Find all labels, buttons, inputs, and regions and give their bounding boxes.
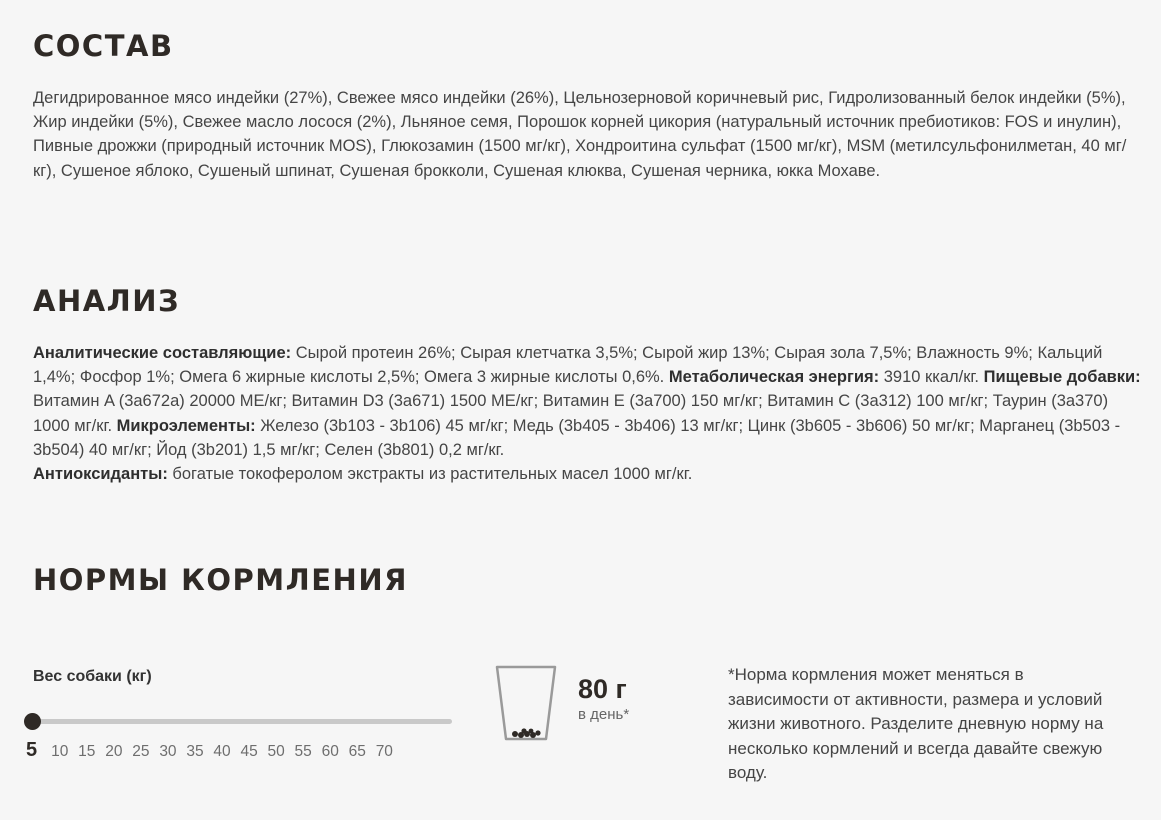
weight-option[interactable]: 40 bbox=[213, 743, 231, 760]
analysis-title: АНАЛИЗ bbox=[33, 284, 181, 318]
weight-option[interactable]: 55 bbox=[294, 743, 312, 760]
micro-text: Железо (3b103 - 3b106) 45 мг/кг; Медь (3b405 - 3b406) 13 мг/кг; Цинк (3b605 - 3b606) 50 мг/кг; Марганец (3b503 - 3b504) 40 мг/кг; Йод (3b201) 1,5 мг/кг; Селен (3b801) 0,2 мг/кг. bbox=[33, 416, 1121, 459]
weight-option[interactable]: 30 bbox=[159, 743, 177, 760]
weight-option[interactable]: 60 bbox=[321, 743, 339, 760]
analysis-text bbox=[33, 341, 1143, 486]
feeding-amount-unit: в день* bbox=[578, 706, 630, 723]
bowl-icon bbox=[493, 662, 559, 744]
weight-option[interactable]: 65 bbox=[348, 743, 366, 760]
slider-thumb[interactable] bbox=[24, 713, 41, 730]
additives-text: Витамин A (3a672a) 20000 МЕ/кг; Витамин D3 (3a671) 1500 МЕ/кг; Витамин E (3a700) 150 мг/кг; Витамин C (3a312) 100 мг/кг; Таурин (3a370) 1000 мг/кг. bbox=[33, 392, 1109, 435]
weight-option[interactable]: 45 bbox=[240, 743, 258, 760]
composition-title: СОСТАВ bbox=[33, 29, 174, 63]
weight-label: Вес собаки (кг) bbox=[33, 668, 152, 685]
energy-text: 3910 ккал/кг. bbox=[879, 368, 984, 387]
weight-option[interactable]: 50 bbox=[267, 743, 285, 760]
antiox-text: богатые токоферолом экстракты из растительных масел 1000 мг/кг. bbox=[167, 465, 693, 484]
weight-slider[interactable] bbox=[24, 711, 452, 731]
feeding-title: НОРМЫ КОРМЛЕНИЯ bbox=[33, 563, 408, 597]
energy-label: Метаболическая энергия: bbox=[668, 368, 880, 387]
weight-option[interactable]: 5 bbox=[26, 739, 38, 761]
micro-label: Микроэлементы: bbox=[116, 416, 256, 435]
feeding-amount: 80 г bbox=[578, 674, 627, 704]
weight-option[interactable]: 15 bbox=[78, 743, 96, 760]
antiox-label: Антиоксиданты: bbox=[33, 465, 168, 484]
weight-options bbox=[26, 739, 403, 762]
weight-option[interactable]: 35 bbox=[186, 743, 204, 760]
slider-track[interactable] bbox=[32, 719, 452, 724]
additives-label: Пищевые добавки: bbox=[983, 368, 1141, 387]
analytical-label: Аналитические составляющие: bbox=[33, 344, 292, 362]
weight-option[interactable]: 20 bbox=[105, 743, 123, 760]
weight-option[interactable]: 70 bbox=[375, 743, 393, 760]
analytical-text: Сырой протеин 26%; Сырая клетчатка 3,5%; Сырой жир 13%; Сырая зола 7,5%; Влажность 9%; Кальций 1,4%; Фосфор 1%; Омега 6 жирные кислоты 2,5%; Омега 3 жирные кислоты 0,6%. bbox=[33, 344, 1103, 387]
feeding-note: *Норма кормления может меняться в зависимости от активности, размера и условий жизни животного. Разделите дневную норму на несколько кормлений и всегда давайте свежую воду. bbox=[728, 665, 1104, 783]
composition-text: Дегидрированное мясо индейки (27%), Свежее мясо индейки (26%), Цельнозерновой коричневый рис, Гидролизованный белок индейки (5%), Жир индейки (5%), Свежее масло лосося (2%), Льняное семя, Порошок корней цикория (натуральный источник пребиотиков: FOS и инулин), Пивные дрожжи (природный источник MOS), Глюкозамин (1500 мг/кг), Хондроитина сульфат (1500 мг/кг), MSM (метилсульфонилметан, 40 мг/кг), Сушеное яблоко, Сушеный шпинат, Сушеная брокколи, Сушеная клюква, Сушеная черника, юкка Мохаве. bbox=[33, 89, 1127, 180]
weight-option[interactable]: 10 bbox=[51, 743, 69, 760]
weight-option[interactable]: 25 bbox=[132, 743, 150, 760]
